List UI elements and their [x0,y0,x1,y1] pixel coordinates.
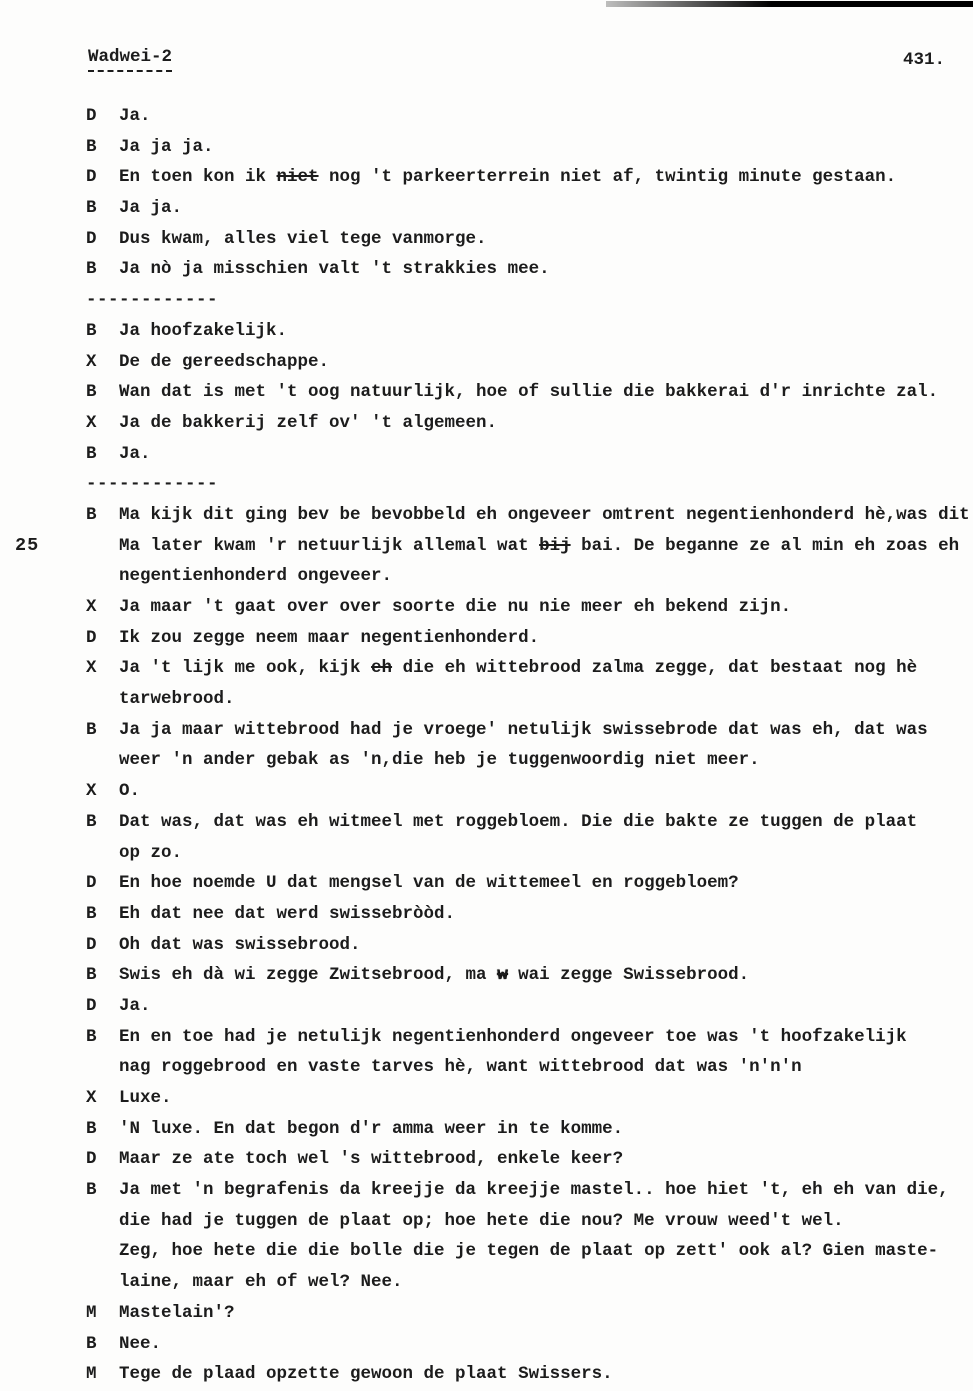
transcript-line [0,1083,973,1114]
text-segment: weer 'n ander gebak as 'n,die heb je tuggenwoordig niet meer. [119,750,760,771]
speaker-label: D [86,106,97,126]
line-text [119,1267,403,1298]
separator-dashes: ------------ [86,290,219,311]
line-text [119,439,151,470]
line-text [119,1144,623,1175]
transcript-line [0,807,973,838]
text-segment: bai. De beganne ze al min eh zoas eh [570,535,960,556]
page-title: Wadwei-2 [88,47,172,72]
text-segment: Nee. [119,1333,162,1354]
line-text [119,500,970,531]
line-text [119,653,917,684]
text-segment: Dat was, dat was eh witmeel met roggebloem. Die die bakte ze tuggen de plaat [119,811,918,832]
line-text [119,715,928,746]
transcript-line [0,930,973,961]
speaker-label: B [86,136,97,157]
text-segment: O. [119,781,141,802]
transcript-line [0,1359,973,1390]
speaker-label: B [86,320,97,341]
text-segment: Ja met 'n begrafenis da kreejje da kreejje mastel.. hoe hiet 't, eh eh van die, [119,1180,949,1201]
transcript-line [0,1175,973,1206]
transcript-line [0,623,973,654]
text-segment: Luxe. [119,1088,172,1108]
line-text [119,807,917,838]
transcript-line [0,991,973,1022]
text-segment: Wan dat is met 't oog natuurlijk, hoe of sullie die bakkerai d'r inrichte zal. [119,382,939,403]
text-segment: nag roggebrood en vaste tarves hè, want wittebrood dat was 'n'n'n [119,1057,802,1078]
speaker-label: B [86,443,97,464]
line-text [119,1236,938,1267]
line-text [119,408,497,439]
text-segment: En en toe had je netulijk negentienhonderd ongeveer toe was 't hoofzakelijk [119,1026,907,1047]
text-segment: De de gereedschappe. [119,351,330,372]
text-segment: tarwebrood. [119,689,235,710]
line-text [119,1359,613,1390]
line-text [119,561,392,592]
line-text [119,162,896,193]
transcript-line [0,500,973,531]
line-text [119,868,739,899]
line-text [119,960,749,991]
transcript-line [0,132,973,163]
transcript-line [0,868,973,899]
speaker-label: B [86,382,97,403]
transcript-line [0,899,973,930]
text-segment: Ja hoofzakelijk. [119,320,288,341]
line-text [119,1329,161,1360]
text-segment: Ja nò ja misschien valt 't strakkies mee. [119,259,550,280]
line-text [119,776,140,807]
speaker-label: X [86,658,97,679]
line-text [119,838,182,869]
line-text [119,132,214,163]
speaker-label: B [86,504,97,525]
line-text [119,592,791,623]
speaker-label: X [86,412,97,433]
transcript-line [0,1298,973,1329]
transcript-line [0,316,973,347]
page-number: 431. [902,50,945,70]
speaker-label: X [86,781,97,802]
line-text [119,377,938,408]
line-text [119,193,182,224]
text-segment: Swis eh dà wi zegge Zwitsebrood, ma [119,965,498,986]
line-text [119,254,550,285]
line-text [119,316,287,347]
line-text [119,899,455,930]
text-segment: Dus kwam, alles viel tege vanmorge. [119,228,487,249]
transcript-line [0,1267,973,1298]
struck-text: niet [276,167,319,188]
speaker-label: D [86,167,97,188]
text-segment: Tege de plaad opzette gewoon de plaat Swissers. [119,1364,613,1385]
text-segment: Ja maar 't gaat over over soorte die nu nie meer eh bekend zijn. [119,597,792,617]
speaker-label: B [86,719,97,740]
text-segment: Ik zou zegge neem maar negentienhonderd. [119,627,540,648]
speaker-label: B [86,259,97,280]
text-segment: nog 't parkeerterrein niet af, twintig minute gestaan. [318,167,897,188]
transcript-line [0,592,973,623]
separator-dashes: ------------ [86,474,219,495]
transcript-line [0,1114,973,1145]
speaker-label: D [86,1149,97,1170]
line-text [119,1175,949,1206]
line-text [119,745,760,776]
text-segment: Ja ja ja. [119,136,214,157]
speaker-label: X [86,351,97,372]
line-text [119,623,539,654]
transcript-line [0,254,973,285]
speaker-label: B [86,1180,97,1201]
text-segment: Oh dat was swissebrood. [119,934,361,955]
transcript-line [0,838,973,869]
speaker-label: B [86,1118,97,1139]
separator-line [0,469,973,500]
text-segment: die had je tuggen de plaat op; hoe hete die nou? Me vrouw weed't wel. [119,1210,844,1231]
line-text [119,347,329,378]
text-segment: die eh wittebrood zalma zegge, dat bestaat nog hè [392,658,918,679]
text-segment: Ja ja maar wittebrood had je vroege' netulijk swissebrode dat was eh, dat was [119,719,928,740]
speaker-label: M [86,1364,97,1385]
transcript-line [0,531,973,562]
transcript-line [0,162,973,193]
transcript-line [0,408,973,439]
line-text [119,101,151,132]
line-text [119,1083,172,1114]
transcript-line [0,1022,973,1053]
text-segment: En hoe noemde U dat mengsel van de wittemeel en roggebloem? [119,873,739,894]
transcript-line [0,193,973,224]
speaker-label: X [86,1088,97,1108]
text-segment: laine, maar eh of wel? Nee. [119,1272,403,1293]
line-text [119,1022,907,1053]
text-segment: negentienhonderd ongeveer. [119,566,393,587]
line-text [119,531,959,562]
text-segment: Eh dat nee dat werd swissebròòd. [119,903,456,924]
text-segment: Ja de bakkerij zelf ov' 't algemeen. [119,412,498,433]
transcript-line [0,715,973,746]
text-segment: Ma later kwam 'r netuurlijk allemal wat [119,535,540,556]
text-segment: Ma kijk dit ging bev be bevobbeld eh ongeveer omtrent negentienhonderd hè,was dit [119,504,970,525]
text-segment: Ja. [119,443,151,464]
speaker-label: B [86,1333,97,1354]
speaker-label: X [86,597,97,617]
text-segment: 'N luxe. En dat begon d'r amma weer in te komme. [119,1118,624,1139]
line-text [119,1114,623,1145]
transcript-line [0,224,973,255]
speaker-label: D [86,873,97,894]
transcript-line [0,561,973,592]
speaker-label: B [86,1026,97,1047]
transcript-line [0,439,973,470]
speaker-label: M [86,1302,97,1323]
transcript-line [0,347,973,378]
struck-text: bij [539,535,571,556]
struck-text: w [497,965,508,986]
transcript-line [0,1052,973,1083]
text-segment: Zeg, hoe hete die die bolle die je tegen de plaat op zett' ook al? Gien maste- [119,1241,939,1262]
text-segment: Maar ze ate toch wel 's wittebrood, enkele keer? [119,1149,624,1170]
transcript-line [0,1236,973,1267]
transcript-line [0,960,973,991]
line-text [119,1052,802,1083]
transcript-line [0,1206,973,1237]
line-text [119,991,151,1022]
line-text [119,1206,844,1237]
speaker-label: B [86,965,97,986]
speaker-label: D [86,934,97,955]
speaker-label: B [86,198,97,219]
margin-line-number: 25 [15,534,40,556]
text-segment: Mastelain'? [119,1302,235,1323]
line-text [119,930,361,961]
line-text [119,684,235,715]
text-segment: wai zegge Swissebrood. [507,965,750,986]
text-segment: Ja ja. [119,198,183,219]
transcript-line [0,101,973,132]
transcript-line [0,776,973,807]
transcript-line [0,684,973,715]
separator-line [0,285,973,316]
speaker-label: D [86,627,97,648]
text-segment: En toen kon ik [119,167,277,188]
speaker-label: D [86,228,97,249]
scan-artifact-bar [606,1,973,7]
speaker-label: B [86,811,97,832]
transcript-line [0,653,973,684]
line-text [119,224,487,255]
transcript-line [0,1329,973,1360]
speaker-label: D [86,995,97,1016]
transcript-line [0,745,973,776]
text-segment: Ja. [119,995,151,1016]
text-segment: Ja. [119,106,151,126]
struck-text: eh [371,658,393,679]
text-segment: op zo. [119,842,183,863]
transcript-line [0,1144,973,1175]
transcript [0,101,973,1390]
text-segment: Ja 't lijk me ook, kijk [119,658,372,679]
speaker-label: B [86,903,97,924]
line-text [119,1298,235,1329]
transcript-line [0,377,973,408]
